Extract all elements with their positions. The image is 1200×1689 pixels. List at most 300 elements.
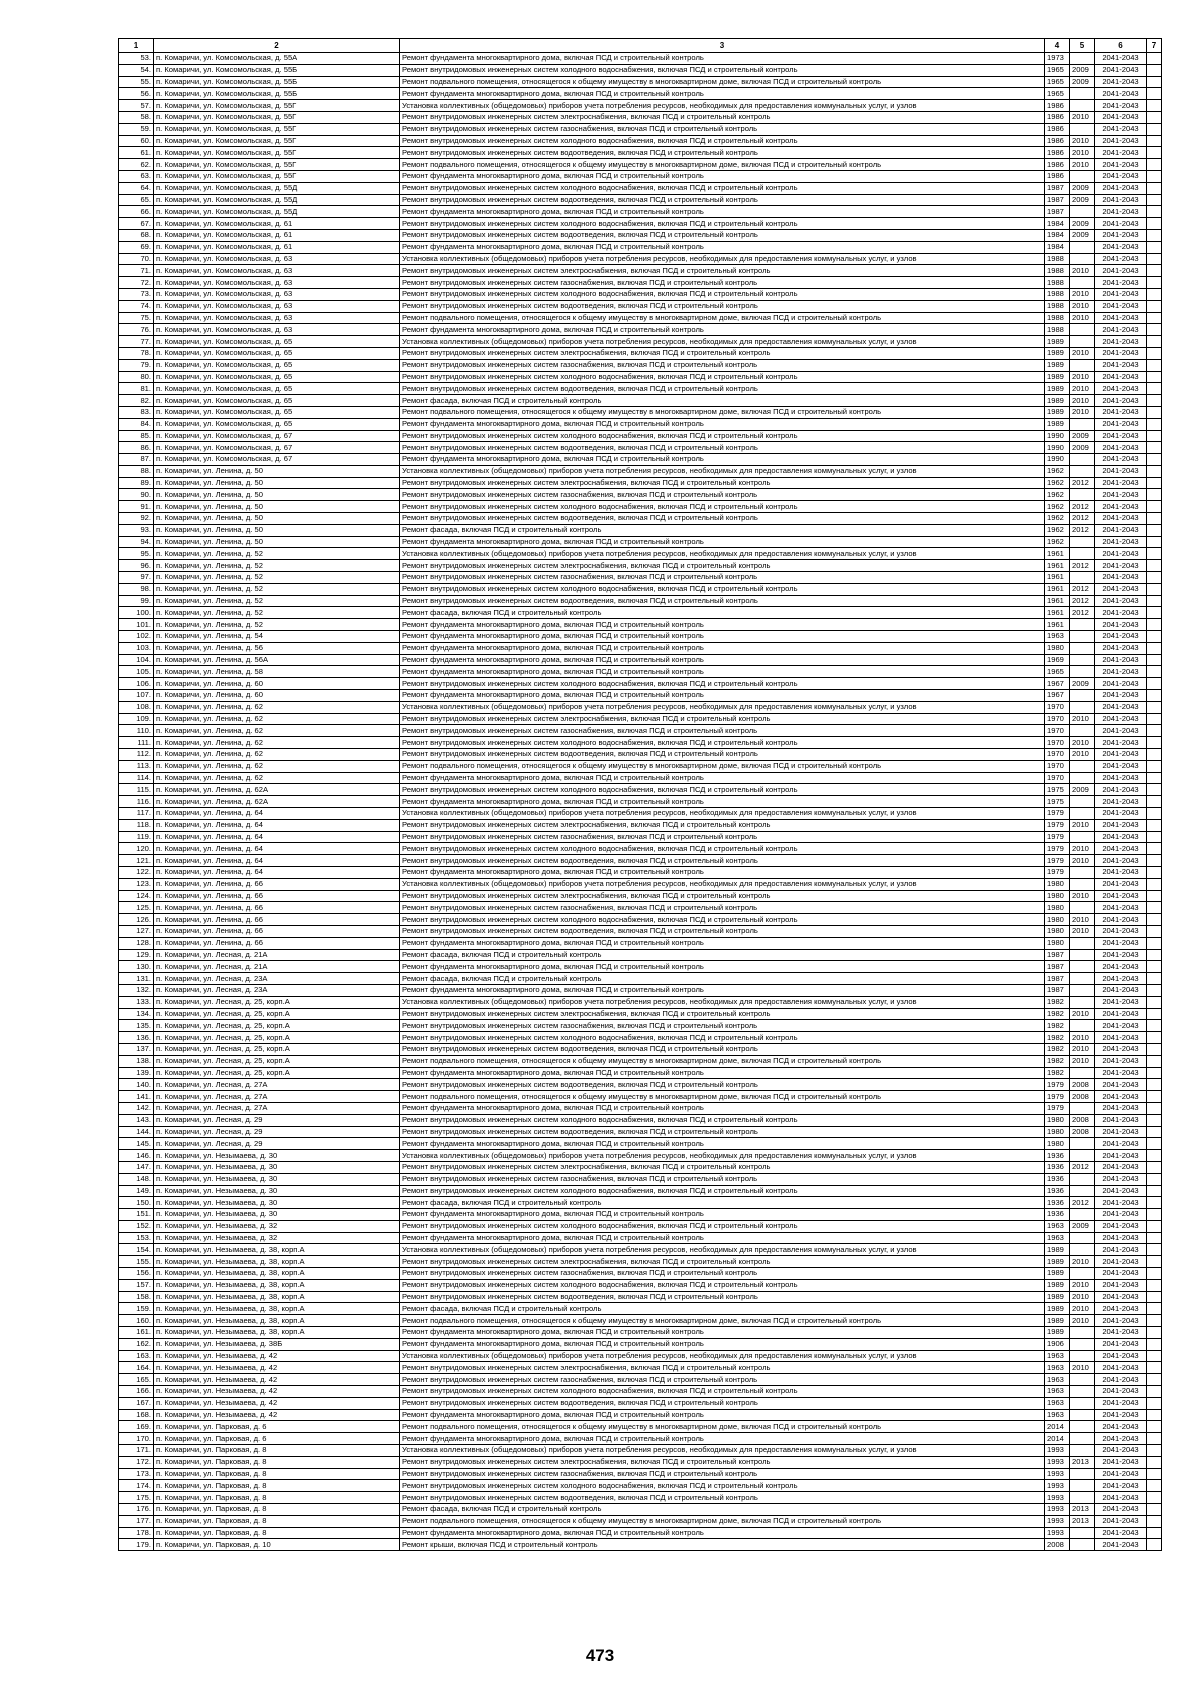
last-repair-year-cell: 2010	[1070, 395, 1095, 407]
work-type-cell: Ремонт внутридомовых инженерных систем холодного водоснабжения, включая ПСД и строительный контроль	[400, 678, 1045, 690]
planned-period-cell: 2041-2043	[1095, 1480, 1147, 1492]
work-type-cell: Ремонт внутридомовых инженерных систем водоотведения, включая ПСД и строительный контроль	[400, 1291, 1045, 1303]
work-type-cell: Ремонт фундамента многоквартирного дома, включая ПСД и строительный контроль	[400, 1433, 1045, 1445]
table-row	[119, 583, 1162, 595]
work-type-cell: Ремонт фундамента многоквартирного дома, включая ПСД и строительный контроль	[400, 1102, 1045, 1114]
table-row	[119, 878, 1162, 890]
address-cell: п. Комаричи, ул. Незымаева, д. 38, корп.А	[154, 1315, 400, 1327]
address-cell: п. Комаричи, ул. Комсомольская, д. 55Г	[154, 135, 400, 147]
build-year-cell: 1965	[1045, 76, 1070, 88]
address-cell: п. Комаричи, ул. Лесная, д. 25, корп.А	[154, 1043, 400, 1055]
row-index-cell: 154.	[119, 1244, 154, 1256]
row-index-cell: 161.	[119, 1327, 154, 1339]
work-type-cell: Ремонт внутридомовых инженерных систем холодного водоснабжения, включая ПСД и строительный контроль	[400, 914, 1045, 926]
table-row	[119, 1185, 1162, 1197]
build-year-cell: 1987	[1045, 206, 1070, 218]
last-repair-year-cell	[1070, 902, 1095, 914]
note-cell	[1147, 501, 1162, 513]
build-year-cell: 1979	[1045, 855, 1070, 867]
table-row	[119, 206, 1162, 218]
address-cell: п. Комаричи, ул. Ленина, д. 50	[154, 513, 400, 525]
address-cell: п. Комаричи, ул. Незымаева, д. 30	[154, 1173, 400, 1185]
row-index-cell: 81.	[119, 383, 154, 395]
address-cell: п. Комаричи, ул. Парковая, д. 8	[154, 1445, 400, 1457]
work-type-cell: Ремонт фундамента многоквартирного дома, включая ПСД и строительный контроль	[400, 937, 1045, 949]
last-repair-year-cell	[1070, 1327, 1095, 1339]
address-cell: п. Комаричи, ул. Ленина, д. 66	[154, 925, 400, 937]
build-year-cell: 1936	[1045, 1173, 1070, 1185]
note-cell	[1147, 548, 1162, 560]
address-cell: п. Комаричи, ул. Ленина, д. 66	[154, 914, 400, 926]
note-cell	[1147, 300, 1162, 312]
row-index-cell: 87.	[119, 454, 154, 466]
last-repair-year-cell: 2012	[1070, 513, 1095, 525]
build-year-cell: 1980	[1045, 890, 1070, 902]
work-type-cell: Ремонт фасада, включая ПСД и строительный контроль	[400, 524, 1045, 536]
address-cell: п. Комаричи, ул. Комсомольская, д. 55Г	[154, 159, 400, 171]
last-repair-year-cell	[1070, 1539, 1095, 1551]
table-row	[119, 1209, 1162, 1221]
work-type-cell: Ремонт внутридомовых инженерных систем холодного водоснабжения, включая ПСД и строительный контроль	[400, 1185, 1045, 1197]
work-type-cell: Ремонт внутридомовых инженерных систем водоотведения, включая ПСД и строительный контроль	[400, 513, 1045, 525]
note-cell	[1147, 749, 1162, 761]
last-repair-year-cell	[1070, 1409, 1095, 1421]
planned-period-cell: 2041-2043	[1095, 1539, 1147, 1551]
build-year-cell: 1986	[1045, 100, 1070, 112]
work-type-cell: Ремонт подвального помещения, относящегося к общему имуществу в многоквартирном доме, включая ПСД и строительный контроль	[400, 1055, 1045, 1067]
address-cell: п. Комаричи, ул. Незымаева, д. 38, корп.А	[154, 1279, 400, 1291]
build-year-cell: 1989	[1045, 1327, 1070, 1339]
table-row	[119, 135, 1162, 147]
row-index-cell: 62.	[119, 159, 154, 171]
row-index-cell: 83.	[119, 406, 154, 418]
work-type-cell: Ремонт подвального помещения, относящегося к общему имуществу в многоквартирном доме, включая ПСД и строительный контроль	[400, 159, 1045, 171]
table-row	[119, 1492, 1162, 1504]
address-cell: п. Комаричи, ул. Ленина, д. 56	[154, 642, 400, 654]
last-repair-year-cell: 2010	[1070, 383, 1095, 395]
planned-period-cell: 2041-2043	[1095, 1445, 1147, 1457]
work-type-cell: Ремонт внутридомовых инженерных систем газоснабжения, включая ПСД и строительный контроль	[400, 1020, 1045, 1032]
planned-period-cell: 2041-2043	[1095, 595, 1147, 607]
row-index-cell: 156.	[119, 1268, 154, 1280]
build-year-cell: 1963	[1045, 1362, 1070, 1374]
note-cell	[1147, 100, 1162, 112]
table-row	[119, 1397, 1162, 1409]
last-repair-year-cell: 2010	[1070, 265, 1095, 277]
build-year-cell: 1986	[1045, 170, 1070, 182]
row-index-cell: 70.	[119, 253, 154, 265]
note-cell	[1147, 949, 1162, 961]
build-year-cell: 1961	[1045, 560, 1070, 572]
row-index-cell: 82.	[119, 395, 154, 407]
build-year-cell: 1993	[1045, 1504, 1070, 1516]
note-cell	[1147, 1350, 1162, 1362]
address-cell: п. Комаричи, ул. Лесная, д. 23А	[154, 984, 400, 996]
address-cell: п. Комаричи, ул. Комсомольская, д. 67	[154, 454, 400, 466]
build-year-cell: 1936	[1045, 1209, 1070, 1221]
note-cell	[1147, 595, 1162, 607]
address-cell: п. Комаричи, ул. Лесная, д. 21А	[154, 961, 400, 973]
address-cell: п. Комаричи, ул. Комсомольская, д. 65	[154, 418, 400, 430]
note-cell	[1147, 583, 1162, 595]
note-cell	[1147, 241, 1162, 253]
build-year-cell: 1979	[1045, 831, 1070, 843]
build-year-cell: 1986	[1045, 147, 1070, 159]
column-number-5: 5	[1070, 39, 1095, 53]
work-type-cell: Ремонт внутридомовых инженерных систем электроснабжения, включая ПСД и строительный контроль	[400, 1456, 1045, 1468]
build-year-cell: 1963	[1045, 1397, 1070, 1409]
address-cell: п. Комаричи, ул. Ленина, д. 60	[154, 690, 400, 702]
last-repair-year-cell: 2010	[1070, 1008, 1095, 1020]
table-row	[119, 1102, 1162, 1114]
row-index-cell: 120.	[119, 843, 154, 855]
address-cell: п. Комаричи, ул. Комсомольская, д. 55Г	[154, 170, 400, 182]
note-cell	[1147, 229, 1162, 241]
build-year-cell: 1967	[1045, 690, 1070, 702]
last-repair-year-cell: 2012	[1070, 477, 1095, 489]
row-index-cell: 107.	[119, 690, 154, 702]
note-cell	[1147, 1527, 1162, 1539]
work-type-cell: Ремонт фундамента многоквартирного дома, включая ПСД и строительный контроль	[400, 690, 1045, 702]
table-row	[119, 1114, 1162, 1126]
note-cell	[1147, 878, 1162, 890]
table-row	[119, 170, 1162, 182]
table-row	[119, 100, 1162, 112]
note-cell	[1147, 1338, 1162, 1350]
address-cell: п. Комаричи, ул. Незымаева, д. 38, корп.А	[154, 1256, 400, 1268]
address-cell: п. Комаричи, ул. Комсомольская, д. 55Д	[154, 206, 400, 218]
last-repair-year-cell: 2013	[1070, 1456, 1095, 1468]
work-type-cell: Ремонт крыши, включая ПСД и строительный контроль	[400, 1539, 1045, 1551]
work-type-cell: Установка коллективных (общедомовых) приборов учета потребления ресурсов, необходимых для предоставления коммунальных услуг, и узлов	[400, 996, 1045, 1008]
address-cell: п. Комаричи, ул. Незымаева, д. 38, корп.А	[154, 1303, 400, 1315]
work-type-cell: Ремонт фундамента многоквартирного дома, включая ПСД и строительный контроль	[400, 1338, 1045, 1350]
build-year-cell: 1988	[1045, 312, 1070, 324]
planned-period-cell: 2041-2043	[1095, 937, 1147, 949]
address-cell: п. Комаричи, ул. Ленина, д. 62	[154, 749, 400, 761]
table-row	[119, 64, 1162, 76]
work-type-cell: Установка коллективных (общедомовых) приборов учета потребления ресурсов, необходимых для предоставления коммунальных услуг, и узлов	[400, 100, 1045, 112]
work-type-cell: Ремонт фундамента многоквартирного дома, включая ПСД и строительный контроль	[400, 642, 1045, 654]
table-row	[119, 996, 1162, 1008]
last-repair-year-cell	[1070, 1527, 1095, 1539]
row-index-cell: 138.	[119, 1055, 154, 1067]
address-cell: п. Комаричи, ул. Комсомольская, д. 63	[154, 312, 400, 324]
table-row	[119, 147, 1162, 159]
build-year-cell: 1965	[1045, 64, 1070, 76]
table-row	[119, 1055, 1162, 1067]
row-index-cell: 166.	[119, 1386, 154, 1398]
row-index-cell: 142.	[119, 1102, 154, 1114]
table-row	[119, 1421, 1162, 1433]
row-index-cell: 175.	[119, 1492, 154, 1504]
build-year-cell: 1993	[1045, 1492, 1070, 1504]
row-index-cell: 101.	[119, 619, 154, 631]
row-index-cell: 149.	[119, 1185, 154, 1197]
table-row	[119, 1197, 1162, 1209]
table-row	[119, 607, 1162, 619]
address-cell: п. Комаричи, ул. Комсомольская, д. 55Г	[154, 100, 400, 112]
address-cell: п. Комаричи, ул. Комсомольская, д. 63	[154, 324, 400, 336]
planned-period-cell: 2041-2043	[1095, 265, 1147, 277]
note-cell	[1147, 182, 1162, 194]
row-index-cell: 163.	[119, 1350, 154, 1362]
last-repair-year-cell: 2010	[1070, 159, 1095, 171]
build-year-cell: 1989	[1045, 383, 1070, 395]
address-cell: п. Комаричи, ул. Лесная, д. 25, корп.А	[154, 1032, 400, 1044]
table-row	[119, 288, 1162, 300]
build-year-cell: 1963	[1045, 1350, 1070, 1362]
row-index-cell: 99.	[119, 595, 154, 607]
planned-period-cell: 2041-2043	[1095, 300, 1147, 312]
planned-period-cell: 2041-2043	[1095, 796, 1147, 808]
planned-period-cell: 2041-2043	[1095, 890, 1147, 902]
last-repair-year-cell	[1070, 465, 1095, 477]
last-repair-year-cell	[1070, 206, 1095, 218]
table-row	[119, 1232, 1162, 1244]
page-number: 473	[585, 1646, 615, 1665]
build-year-cell: 1993	[1045, 1456, 1070, 1468]
build-year-cell: 1961	[1045, 548, 1070, 560]
note-cell	[1147, 607, 1162, 619]
last-repair-year-cell: 2013	[1070, 1515, 1095, 1527]
build-year-cell: 1980	[1045, 937, 1070, 949]
row-index-cell: 146.	[119, 1150, 154, 1162]
note-cell	[1147, 489, 1162, 501]
build-year-cell: 1962	[1045, 489, 1070, 501]
build-year-cell: 1986	[1045, 159, 1070, 171]
planned-period-cell: 2041-2043	[1095, 866, 1147, 878]
work-type-cell: Ремонт внутридомовых инженерных систем газоснабжения, включая ПСД и строительный контроль	[400, 1468, 1045, 1480]
row-index-cell: 106.	[119, 678, 154, 690]
table-row	[119, 666, 1162, 678]
planned-period-cell: 2041-2043	[1095, 371, 1147, 383]
address-cell: п. Комаричи, ул. Ленина, д. 52	[154, 583, 400, 595]
build-year-cell: 1988	[1045, 300, 1070, 312]
last-repair-year-cell: 2012	[1070, 1197, 1095, 1209]
work-type-cell: Ремонт фасада, включая ПСД и строительный контроль	[400, 1303, 1045, 1315]
row-index-cell: 169.	[119, 1421, 154, 1433]
build-year-cell: 1987	[1045, 194, 1070, 206]
table-row	[119, 359, 1162, 371]
planned-period-cell: 2041-2043	[1095, 1268, 1147, 1280]
note-cell	[1147, 1291, 1162, 1303]
works-table	[118, 38, 1162, 1551]
planned-period-cell: 2041-2043	[1095, 1114, 1147, 1126]
row-index-cell: 77.	[119, 336, 154, 348]
address-cell: п. Комаричи, ул. Ленина, д. 50	[154, 477, 400, 489]
row-index-cell: 162.	[119, 1338, 154, 1350]
note-cell	[1147, 206, 1162, 218]
last-repair-year-cell	[1070, 170, 1095, 182]
row-index-cell: 100.	[119, 607, 154, 619]
table-row	[119, 1126, 1162, 1138]
planned-period-cell: 2041-2043	[1095, 218, 1147, 230]
note-cell	[1147, 1315, 1162, 1327]
note-cell	[1147, 1362, 1162, 1374]
row-index-cell: 111.	[119, 737, 154, 749]
build-year-cell: 1987	[1045, 984, 1070, 996]
row-index-cell: 159.	[119, 1303, 154, 1315]
address-cell: п. Комаричи, ул. Ленина, д. 62	[154, 772, 400, 784]
row-index-cell: 172.	[119, 1456, 154, 1468]
planned-period-cell: 2041-2043	[1095, 973, 1147, 985]
work-type-cell: Ремонт подвального помещения, относящегося к общему имуществу в многоквартирном доме, включая ПСД и строительный контроль	[400, 1315, 1045, 1327]
planned-period-cell: 2041-2043	[1095, 123, 1147, 135]
planned-period-cell: 2041-2043	[1095, 324, 1147, 336]
build-year-cell: 1984	[1045, 241, 1070, 253]
work-type-cell: Ремонт фасада, включая ПСД и строительный контроль	[400, 607, 1045, 619]
work-type-cell: Ремонт фундамента многоквартирного дома, включая ПСД и строительный контроль	[400, 984, 1045, 996]
last-repair-year-cell	[1070, 1173, 1095, 1185]
work-type-cell: Ремонт фундамента многоквартирного дома, включая ПСД и строительный контроль	[400, 796, 1045, 808]
last-repair-year-cell	[1070, 654, 1095, 666]
last-repair-year-cell	[1070, 1433, 1095, 1445]
table-row	[119, 1480, 1162, 1492]
work-type-cell: Ремонт внутридомовых инженерных систем электроснабжения, включая ПСД и строительный контроль	[400, 1362, 1045, 1374]
last-repair-year-cell	[1070, 1138, 1095, 1150]
planned-period-cell: 2041-2043	[1095, 713, 1147, 725]
row-index-cell: 121.	[119, 855, 154, 867]
last-repair-year-cell	[1070, 548, 1095, 560]
row-index-cell: 78.	[119, 347, 154, 359]
row-index-cell: 72.	[119, 277, 154, 289]
last-repair-year-cell	[1070, 1445, 1095, 1457]
last-repair-year-cell	[1070, 1421, 1095, 1433]
table-row	[119, 760, 1162, 772]
planned-period-cell: 2041-2043	[1095, 1209, 1147, 1221]
work-type-cell: Установка коллективных (общедомовых) приборов учета потребления ресурсов, необходимых для предоставления коммунальных услуг, и узлов	[400, 336, 1045, 348]
build-year-cell: 1980	[1045, 1126, 1070, 1138]
note-cell	[1147, 1091, 1162, 1103]
address-cell: п. Комаричи, ул. Парковая, д. 8	[154, 1515, 400, 1527]
work-type-cell: Установка коллективных (общедомовых) приборов учета потребления ресурсов, необходимых для предоставления коммунальных услуг, и узлов	[400, 808, 1045, 820]
table-row	[119, 619, 1162, 631]
planned-period-cell: 2041-2043	[1095, 1102, 1147, 1114]
note-cell	[1147, 678, 1162, 690]
work-type-cell: Ремонт внутридомовых инженерных систем водоотведения, включая ПСД и строительный контроль	[400, 855, 1045, 867]
last-repair-year-cell	[1070, 631, 1095, 643]
planned-period-cell: 2041-2043	[1095, 489, 1147, 501]
note-cell	[1147, 477, 1162, 489]
note-cell	[1147, 1456, 1162, 1468]
work-type-cell: Ремонт внутридомовых инженерных систем холодного водоснабжения, включая ПСД и строительный контроль	[400, 501, 1045, 513]
last-repair-year-cell	[1070, 666, 1095, 678]
planned-period-cell: 2041-2043	[1095, 642, 1147, 654]
last-repair-year-cell	[1070, 996, 1095, 1008]
address-cell: п. Комаричи, ул. Ленина, д. 62А	[154, 796, 400, 808]
note-cell	[1147, 1138, 1162, 1150]
address-cell: п. Комаричи, ул. Лесная, д. 25, корп.А	[154, 1008, 400, 1020]
planned-period-cell: 2041-2043	[1095, 784, 1147, 796]
table-row	[119, 1433, 1162, 1445]
planned-period-cell: 2041-2043	[1095, 454, 1147, 466]
address-cell: п. Комаричи, ул. Лесная, д. 25, корп.А	[154, 1020, 400, 1032]
table-row	[119, 1303, 1162, 1315]
build-year-cell: 1961	[1045, 572, 1070, 584]
last-repair-year-cell	[1070, 831, 1095, 843]
address-cell: п. Комаричи, ул. Парковая, д. 8	[154, 1480, 400, 1492]
table-row	[119, 961, 1162, 973]
table-row	[119, 796, 1162, 808]
last-repair-year-cell	[1070, 725, 1095, 737]
planned-period-cell: 2041-2043	[1095, 135, 1147, 147]
address-cell: п. Комаричи, ул. Комсомольская, д. 65	[154, 371, 400, 383]
work-type-cell: Ремонт фундамента многоквартирного дома, включая ПСД и строительный контроль	[400, 170, 1045, 182]
planned-period-cell: 2041-2043	[1095, 253, 1147, 265]
work-type-cell: Ремонт фасада, включая ПСД и строительный контроль	[400, 949, 1045, 961]
planned-period-cell: 2041-2043	[1095, 1020, 1147, 1032]
planned-period-cell: 2041-2043	[1095, 1244, 1147, 1256]
planned-period-cell: 2041-2043	[1095, 1315, 1147, 1327]
planned-period-cell: 2041-2043	[1095, 725, 1147, 737]
note-cell	[1147, 359, 1162, 371]
planned-period-cell: 2041-2043	[1095, 1032, 1147, 1044]
table-row	[119, 890, 1162, 902]
planned-period-cell: 2041-2043	[1095, 64, 1147, 76]
note-cell	[1147, 737, 1162, 749]
row-index-cell: 140.	[119, 1079, 154, 1091]
last-repair-year-cell: 2012	[1070, 1161, 1095, 1173]
planned-period-cell: 2041-2043	[1095, 241, 1147, 253]
note-cell	[1147, 418, 1162, 430]
last-repair-year-cell	[1070, 1185, 1095, 1197]
note-cell	[1147, 1197, 1162, 1209]
table-row	[119, 1409, 1162, 1421]
note-cell	[1147, 159, 1162, 171]
address-cell: п. Комаричи, ул. Ленина, д. 62	[154, 760, 400, 772]
row-index-cell: 59.	[119, 123, 154, 135]
last-repair-year-cell: 2008	[1070, 1079, 1095, 1091]
table-row	[119, 725, 1162, 737]
work-type-cell: Ремонт внутридомовых инженерных систем холодного водоснабжения, включая ПСД и строительный контроль	[400, 843, 1045, 855]
last-repair-year-cell	[1070, 1386, 1095, 1398]
build-year-cell: 1973	[1045, 53, 1070, 65]
planned-period-cell: 2041-2043	[1095, 690, 1147, 702]
note-cell	[1147, 1279, 1162, 1291]
table-row	[119, 1268, 1162, 1280]
last-repair-year-cell	[1070, 878, 1095, 890]
note-cell	[1147, 1185, 1162, 1197]
row-index-cell: 129.	[119, 949, 154, 961]
planned-period-cell: 2041-2043	[1095, 442, 1147, 454]
row-index-cell: 64.	[119, 182, 154, 194]
last-repair-year-cell: 2010	[1070, 843, 1095, 855]
planned-period-cell: 2041-2043	[1095, 1303, 1147, 1315]
planned-period-cell: 2041-2043	[1095, 1409, 1147, 1421]
note-cell	[1147, 914, 1162, 926]
build-year-cell: 1963	[1045, 1374, 1070, 1386]
note-cell	[1147, 135, 1162, 147]
address-cell: п. Комаричи, ул. Лесная, д. 25, корп.А	[154, 1055, 400, 1067]
address-cell: п. Комаричи, ул. Незымаева, д. 38, корп.А	[154, 1268, 400, 1280]
table-row	[119, 949, 1162, 961]
planned-period-cell: 2041-2043	[1095, 961, 1147, 973]
row-index-cell: 151.	[119, 1209, 154, 1221]
last-repair-year-cell	[1070, 1350, 1095, 1362]
work-type-cell: Ремонт фундамента многоквартирного дома, включая ПСД и строительный контроль	[400, 1327, 1045, 1339]
table-row	[119, 383, 1162, 395]
last-repair-year-cell: 2009	[1070, 229, 1095, 241]
table-row	[119, 1032, 1162, 1044]
address-cell: п. Комаричи, ул. Незымаева, д. 38, корп.А	[154, 1327, 400, 1339]
planned-period-cell: 2041-2043	[1095, 619, 1147, 631]
work-type-cell: Ремонт внутридомовых инженерных систем водоотведения, включая ПСД и строительный контроль	[400, 147, 1045, 159]
address-cell: п. Комаричи, ул. Ленина, д. 66	[154, 878, 400, 890]
row-index-cell: 133.	[119, 996, 154, 1008]
planned-period-cell: 2041-2043	[1095, 760, 1147, 772]
address-cell: п. Комаричи, ул. Комсомольская, д. 61	[154, 241, 400, 253]
